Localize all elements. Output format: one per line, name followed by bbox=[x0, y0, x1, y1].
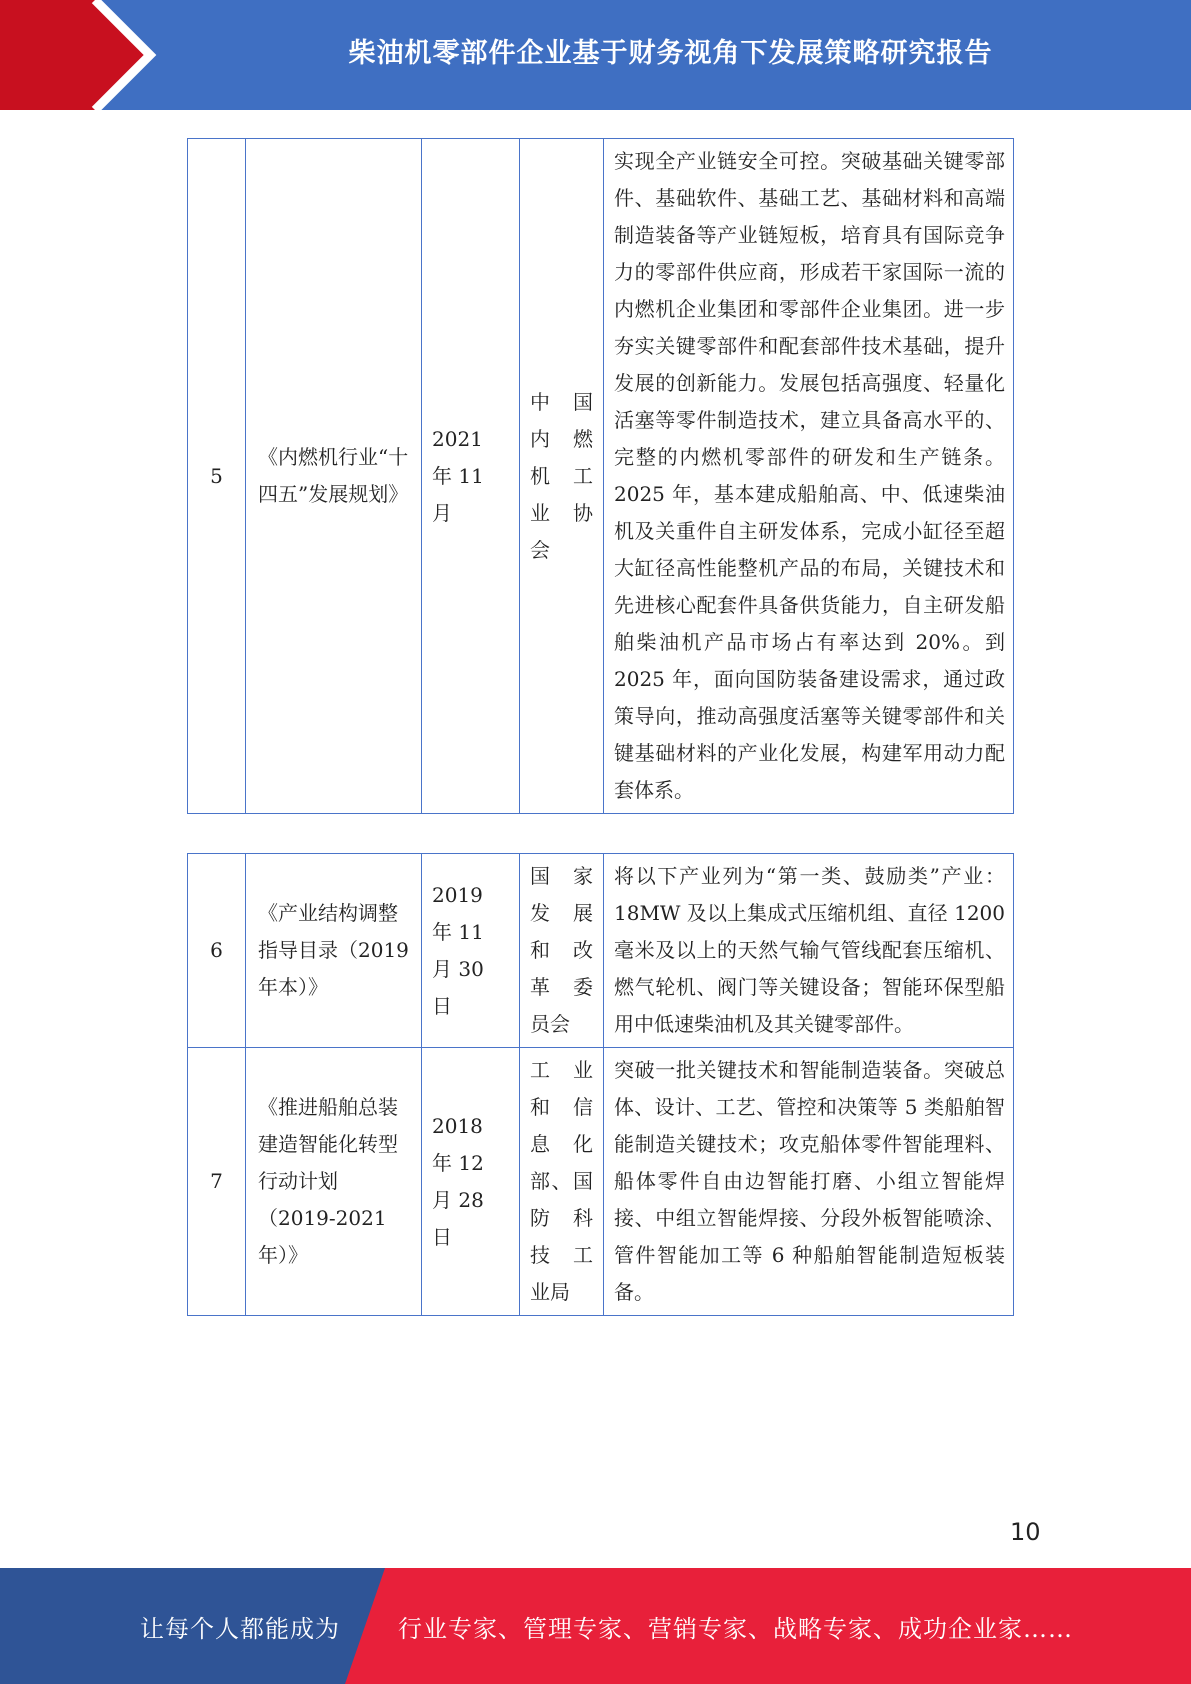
issuer-line: 技 工 bbox=[530, 1243, 593, 1267]
report-title: 柴油机零部件企业基于财务视角下发展策略研究报告 bbox=[348, 37, 993, 69]
issuer-line: 工 业 bbox=[530, 1058, 593, 1082]
issuer-cell bbox=[520, 1048, 604, 1316]
table-row bbox=[188, 1048, 1014, 1316]
issue-date: 2021 年 11 月 bbox=[432, 426, 484, 525]
policy-content-cell bbox=[604, 1048, 1014, 1316]
issuer-cell bbox=[520, 139, 604, 814]
issuer-line: 革 委 bbox=[530, 975, 593, 999]
issuer-line: 防 科 bbox=[530, 1206, 593, 1230]
issuer-line: 会 bbox=[530, 537, 550, 562]
header-chevron-icon bbox=[0, 0, 160, 110]
issuer-cell bbox=[520, 854, 604, 1048]
page-footer bbox=[0, 1568, 1191, 1684]
policy-name: 《内燃机行业“十四五”发展规划》 bbox=[258, 445, 409, 506]
policy-name-cell bbox=[246, 854, 422, 1048]
policy-content-cell bbox=[604, 139, 1014, 814]
issuer-line: 发 展 bbox=[530, 901, 593, 925]
issuer-line: 国 家 bbox=[530, 864, 593, 888]
issuer-line: 中 国 bbox=[530, 389, 593, 414]
issuer-line: 机 工 bbox=[530, 463, 593, 488]
issuer bbox=[520, 1052, 603, 1311]
policy-content: 将以下产业列为“第一类、鼓励类”产业：18MW 及以上集成式压缩机组、直径 1200 毫米及以上的天然气输气管线配套压缩机、燃气轮机、阀门等关键设备；智能环保型船用中低速柴油机及其关键零部件。 bbox=[614, 864, 1005, 1036]
policy-name-cell bbox=[246, 1048, 422, 1316]
table-row bbox=[188, 854, 1014, 1048]
policy-table-part-1 bbox=[187, 138, 1014, 814]
policy-table-part-2 bbox=[187, 853, 1014, 1316]
policy-content: 突破一批关键技术和智能制造装备。突破总体、设计、工艺、管控和决策等 5 类船舶智能制造关键技术；攻克船体零件智能理料、船体零件自由边智能打磨、小组立智能焊接、中组立智能焊接、分段外板智能喷涂、管件智能加工等 6 种船舶智能制造短板装备。 bbox=[614, 1058, 1005, 1304]
issuer bbox=[520, 858, 603, 1043]
footer-slogan-left: 让每个人都能成为 bbox=[140, 1614, 340, 1643]
issuer-line: 业局 bbox=[530, 1280, 570, 1304]
policy-content-cell bbox=[604, 854, 1014, 1048]
issuer-line: 部、国 bbox=[530, 1169, 593, 1193]
policy-name: 《产业结构调整指导目录（2019 年本）》 bbox=[258, 901, 409, 999]
issuer bbox=[520, 384, 603, 569]
issue-date: 2018 年 12 月 28 日 bbox=[432, 1113, 484, 1249]
issue-date: 2019 年 11 月 30 日 bbox=[432, 882, 484, 1018]
policy-name: 《推进船舶总装建造智能化转型行动计划（2019-2021 年）》 bbox=[258, 1095, 398, 1267]
page-number: 10 bbox=[1010, 1518, 1041, 1546]
row-number: 7 bbox=[188, 1048, 246, 1316]
issue-date-cell bbox=[422, 139, 520, 814]
issuer-line: 业 协 bbox=[530, 500, 593, 525]
policy-name-cell bbox=[246, 139, 422, 814]
policy-content: 实现全产业链安全可控。突破基础关键零部件、基础软件、基础工艺、基础材料和高端制造装备等产业链短板，培育具有国际竞争力的零部件供应商，形成若干家国际一流的内燃机企业集团和零部件企业集团。进一步夯实关键零部件和配套部件技术基础，提升发展的创新能力。发展包括高强度、轻量化活塞等零件制造技术，建立具备高水平的、完整的内燃机零部件的研发和生产链条。2025 年，基本建成船舶高、中、低速柴油机及关重件自主研发体系，完成小缸径至超大缸径高性能整机产品的布局，关键技术和先进核心配套件具备供货能力，自主研发船舶柴油机产品市场占有率达到 20%。到 2025 年，面向国防装备建设需求，通过政策导向，推动高强度活塞等关键零部件和关键基础材料的产业化发展，构建军用动力配套体系。 bbox=[614, 149, 1005, 802]
table-row bbox=[188, 139, 1014, 814]
issuer-line: 息 化 bbox=[530, 1132, 593, 1156]
issuer-line: 员会 bbox=[530, 1012, 570, 1036]
issue-date-cell bbox=[422, 1048, 520, 1316]
issue-date-cell bbox=[422, 854, 520, 1048]
footer-slogan-right: 行业专家、管理专家、营销专家、战略专家、成功企业家…… bbox=[398, 1614, 1073, 1643]
issuer-line: 和 改 bbox=[530, 938, 593, 962]
issuer-line: 内 燃 bbox=[530, 426, 593, 451]
row-number: 6 bbox=[188, 854, 246, 1048]
row-number: 5 bbox=[188, 139, 246, 814]
issuer-line: 和 信 bbox=[530, 1095, 593, 1119]
page-header bbox=[0, 0, 1191, 110]
